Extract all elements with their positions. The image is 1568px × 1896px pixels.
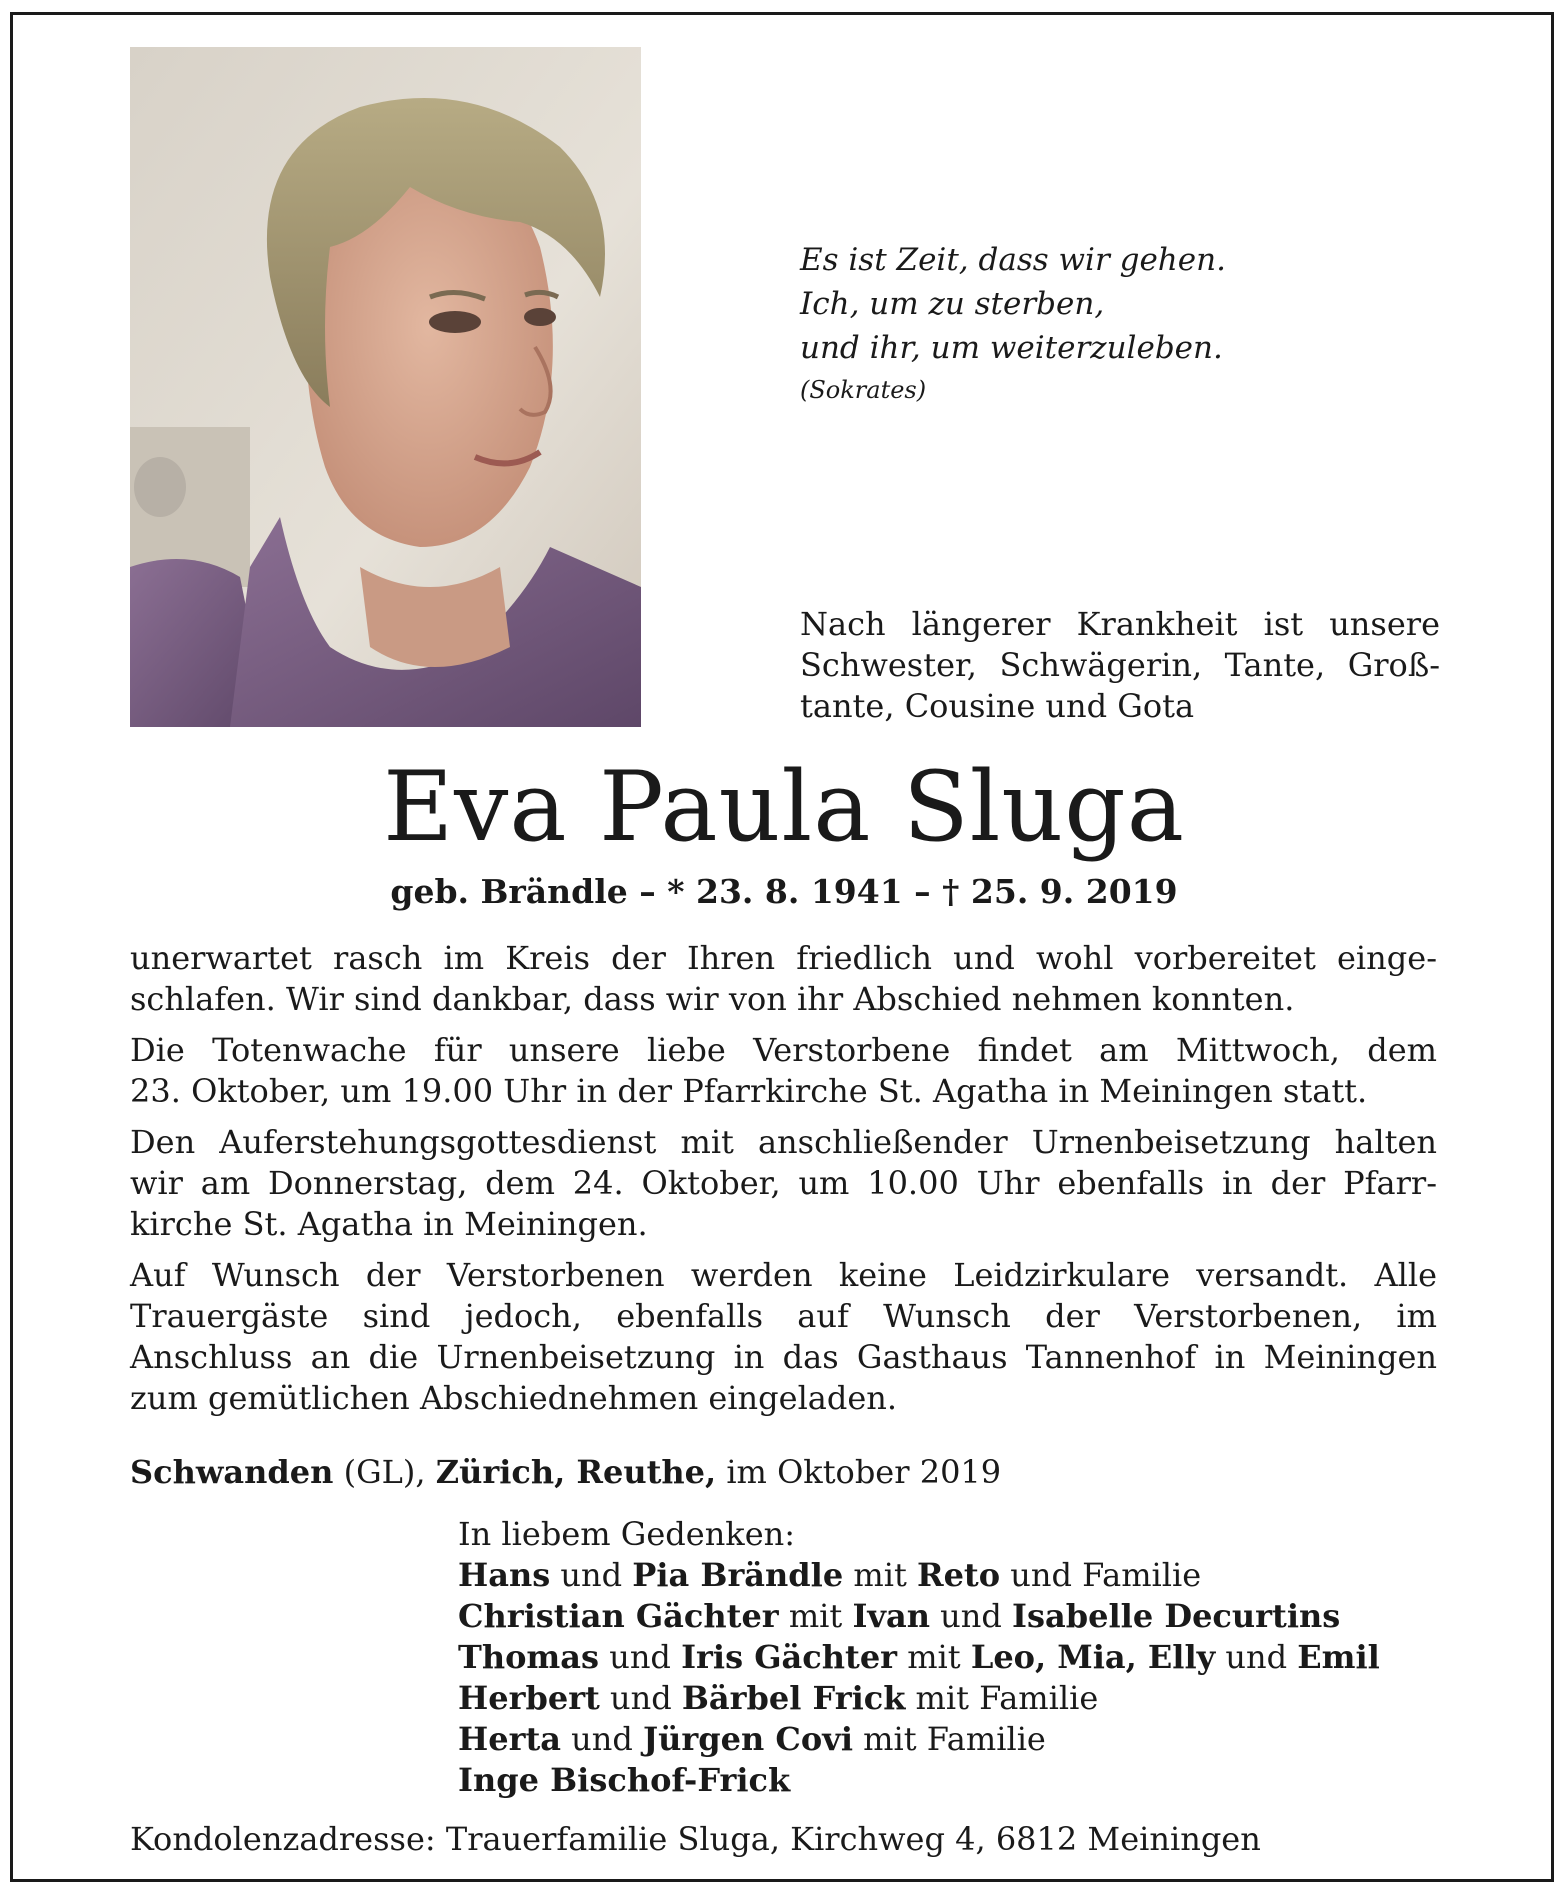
place-text: (GL), [333,1453,436,1491]
date-text: im Oktober 2019 [716,1453,1002,1491]
paragraph-line: schlafen. Wir sind dankbar, dass wir von ihr Abschied nehmen konnten. [130,980,1295,1018]
mourner-name: Herbert [458,1679,600,1717]
intro-line: tante, Cousine und Gota [800,687,1195,725]
place-and-date [130,1452,1001,1493]
condolence-address: Kondolenzadresse: Trauerfamilie Sluga, Kirchweg 4, 6812 Meiningen [130,1820,1261,1858]
intro-line: Nach längerer Krankheit ist unsere [800,605,1440,643]
connector: mit [843,1556,917,1594]
paragraph-line: Auf Wunsch der Verstorbenen werden keine Leidzirkulare versandt. Alle [130,1256,1437,1294]
birth-death-dates: geb. Brändle – * 23. 8. 1941 – † 25. 9. 2019 [390,872,1178,911]
mourner-name: Emil [1297,1638,1380,1676]
connector: und [599,1638,682,1676]
connector: mit Familie [905,1679,1099,1717]
mourner-name: Christian Gächter [458,1597,779,1635]
mourner-name: Ivan [852,1597,930,1635]
paragraph-line: unerwartet rasch im Kreis der Ihren friedlich und wohl vorbereitet einge- [130,939,1437,977]
paragraph [130,1030,1437,1112]
paragraph [130,938,1437,1020]
quote-line: Es ist Zeit, dass wir gehen. [800,242,1226,278]
place-name: Schwanden [130,1453,334,1491]
paragraph-line: Den Auferstehungsgottesdienst mit anschließender Urnenbeisetzung halten [130,1123,1437,1161]
paragraph [130,1255,1437,1419]
mourner-name: Inge Bischof-Frick [458,1761,791,1799]
paragraph-line: Trauergäste sind jedoch, ebenfalls auf Wunsch der Verstorbenen, im [130,1297,1437,1335]
mourner-row [458,1678,1438,1719]
mourners-list [458,1514,1438,1801]
connector: und [930,1597,1013,1635]
mourner-row [458,1596,1438,1637]
mourner-row [458,1637,1438,1678]
paragraph-line: 23. Oktober, um 19.00 Uhr in der Pfarrkirche St. Agatha in Meiningen statt. [130,1072,1368,1110]
quote-block [800,238,1226,410]
mourners-heading: In liebem Gedenken: [458,1515,796,1553]
mourner-name: Thomas [458,1638,600,1676]
paragraph-line: Anschluss an die Urnenbeisetzung in das Gasthaus Tannenhof in Meiningen [130,1338,1437,1376]
intro-text [800,604,1440,727]
connector: mit [778,1597,853,1635]
paragraph-line: Die Totenwache für unsere liebe Verstorbene findet am Mittwoch, dem [130,1031,1437,1069]
quote-source: (Sokrates) [800,376,927,404]
paragraph-line: wir am Donnerstag, dem 24. Oktober, um 10.00 Uhr ebenfalls in der Pfarr- [130,1164,1437,1202]
paragraph-line: kirche St. Agatha in Meiningen. [130,1205,648,1243]
place-name: Zürich, Reuthe, [435,1453,717,1491]
paragraph [130,1122,1437,1245]
deceased-name: Eva Paula Sluga [383,751,1185,863]
mourner-row [458,1555,1438,1596]
mourner-row [458,1760,1438,1801]
connector: mit [897,1638,971,1676]
mourner-name: Pia Brändle [632,1556,844,1594]
connector: und [599,1679,682,1717]
mourner-name: Hans [458,1556,551,1594]
paragraph-line: zum gemütlichen Abschiednehmen eingeladen. [130,1379,898,1417]
connector: und [1215,1638,1298,1676]
mourner-name: Jürgen Covi [643,1720,853,1758]
mourner-name: Leo, Mia, Elly [970,1638,1216,1676]
mourner-name: Bärbel Frick [681,1679,906,1717]
quote-line: Ich, um zu sterben, [800,286,1105,322]
mourner-name: Iris Gächter [681,1638,898,1676]
mourner-name: Isabelle Decurtins [1012,1597,1341,1635]
quote-line: und ihr, um weiterzuleben. [800,330,1223,366]
connector: mit Familie [852,1720,1046,1758]
connector: und [560,1720,644,1758]
notice-body [130,938,1437,1429]
mourner-row [458,1719,1438,1760]
connector: und Familie [1000,1556,1202,1594]
connector: und [550,1556,633,1594]
mourner-name: Reto [916,1556,1001,1594]
intro-line: Schwester, Schwägerin, Tante, Groß- [800,646,1440,684]
portrait-photo [130,47,641,727]
mourner-name: Herta [458,1720,561,1758]
